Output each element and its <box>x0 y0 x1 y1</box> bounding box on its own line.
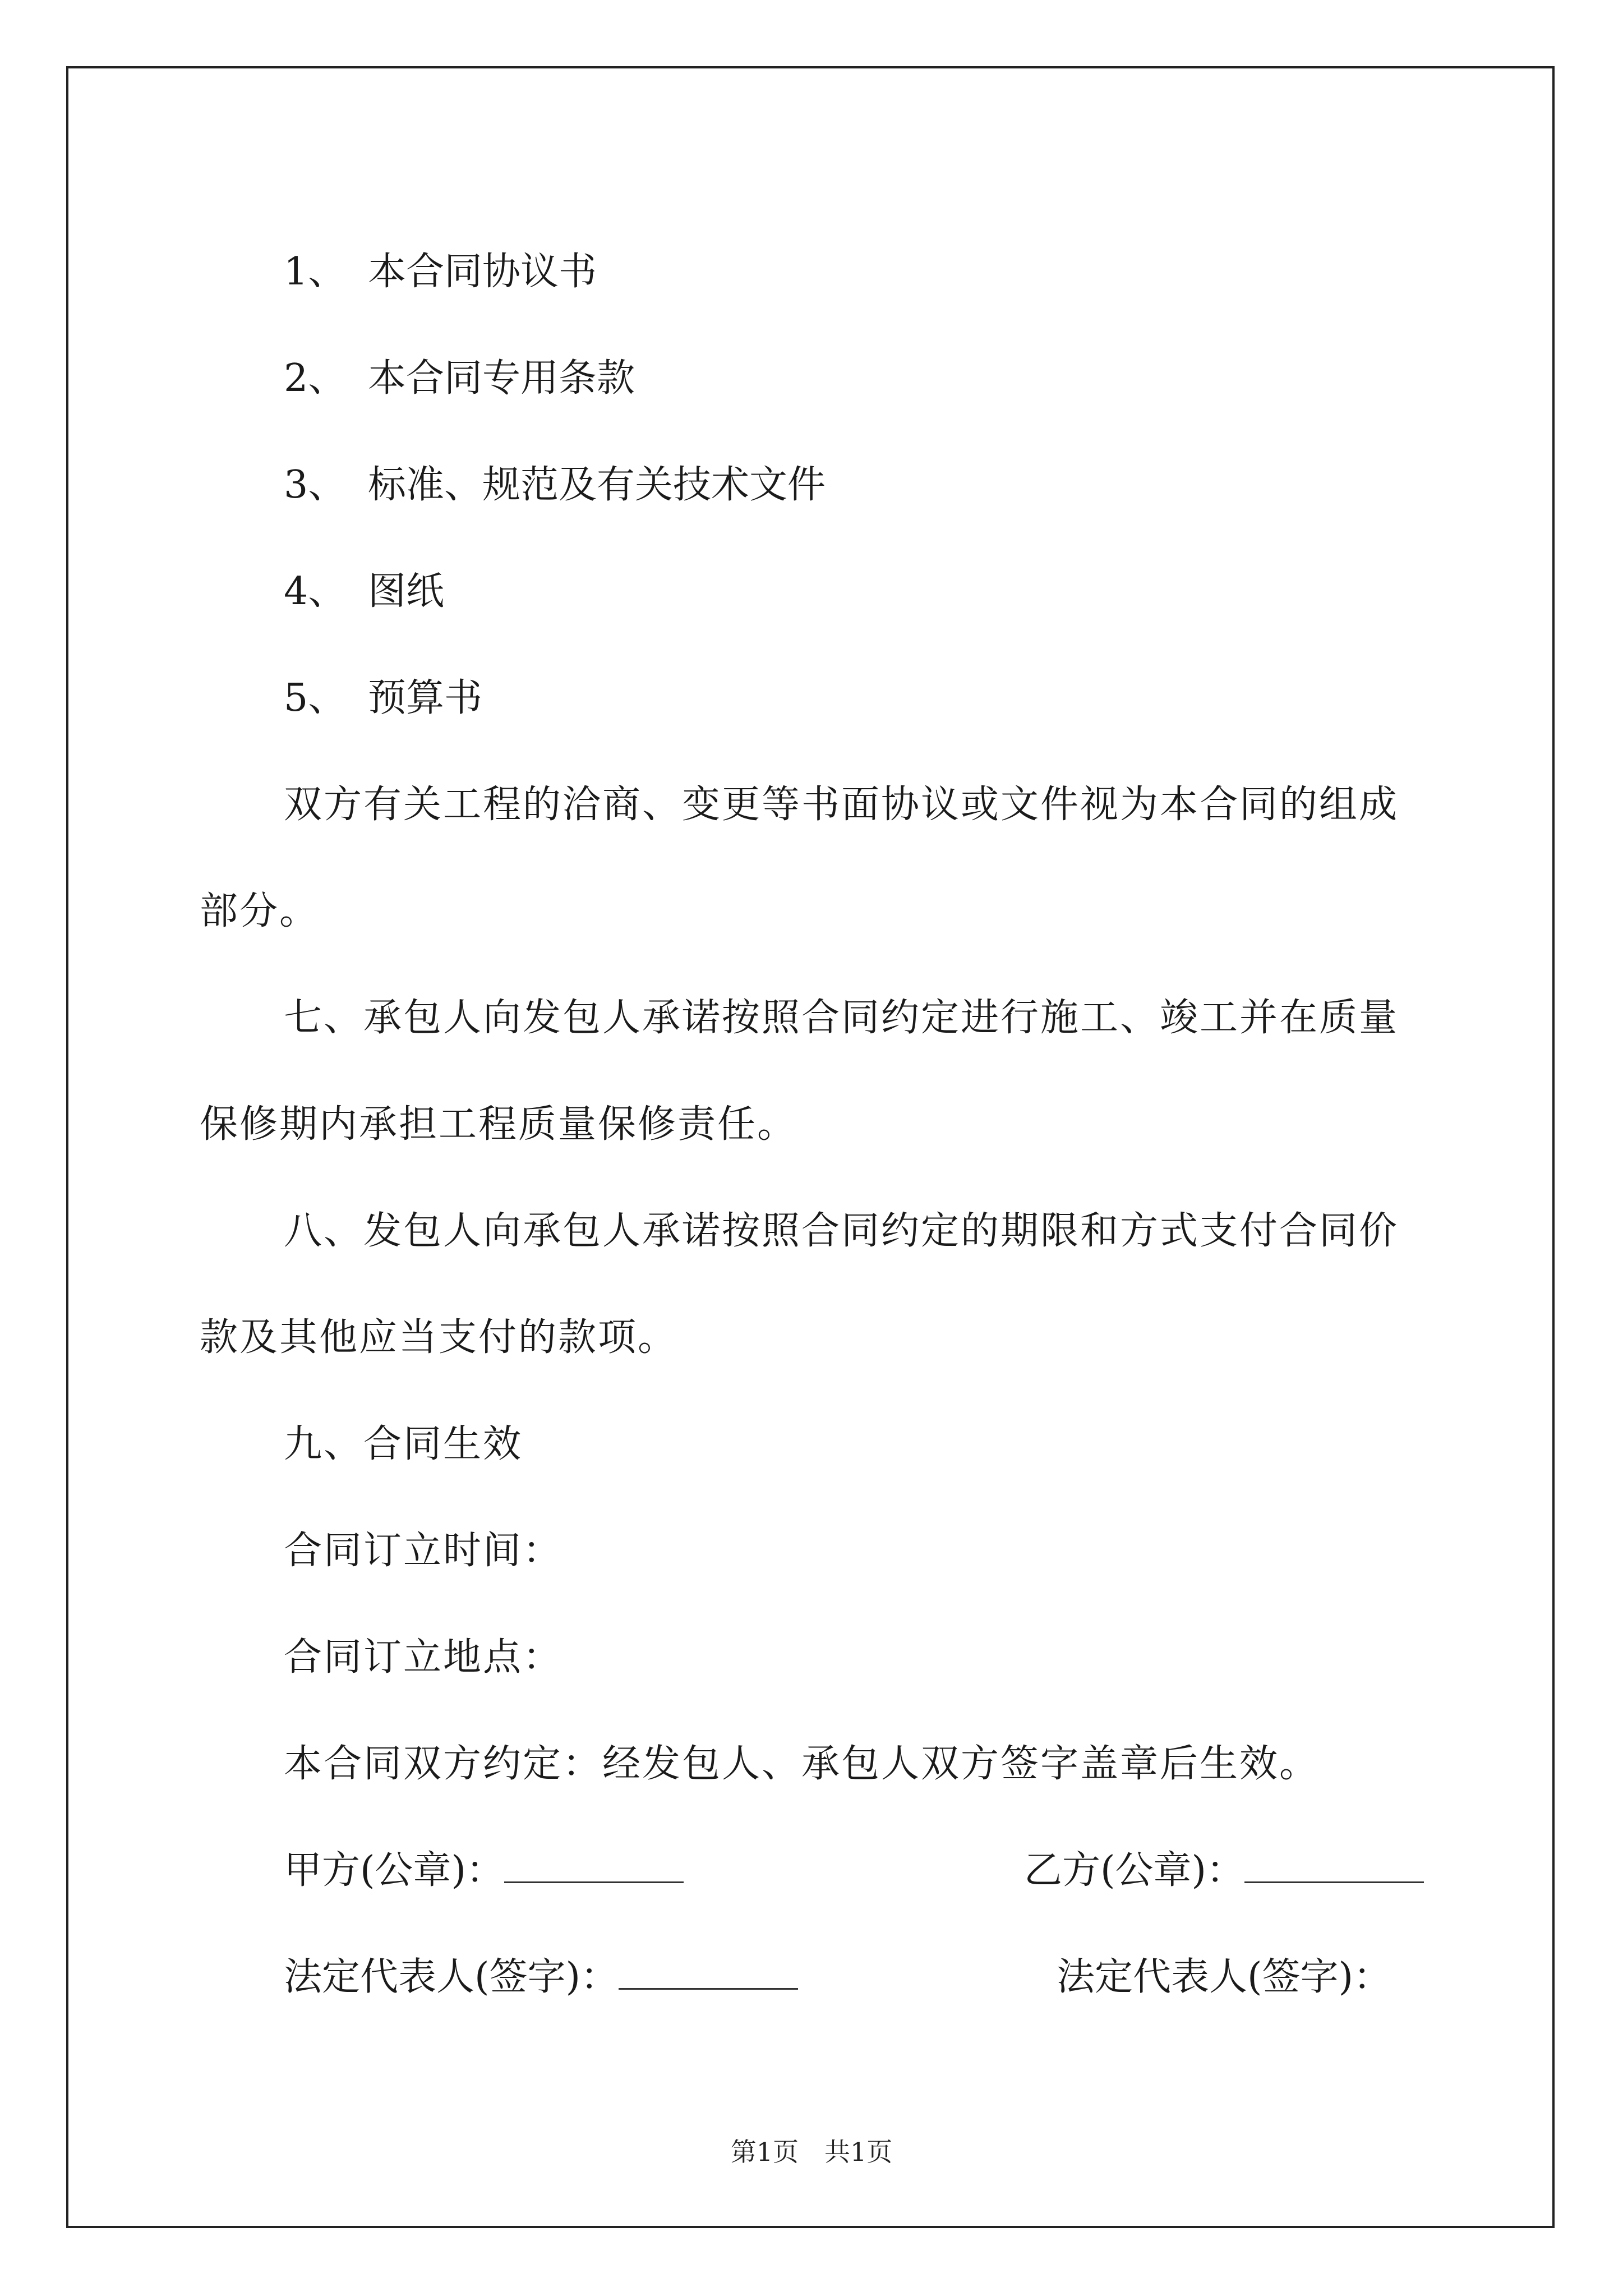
document-body <box>200 219 1433 2031</box>
seal-row <box>200 1818 1433 1924</box>
legal-rep-a-blank <box>619 1962 798 1990</box>
list-item <box>200 645 1433 752</box>
party-a-seal-blank <box>504 1856 684 1883</box>
list-text: 本合同专用条款 <box>368 356 635 401</box>
list-item <box>200 539 1433 645</box>
list-text: 本合同协议书 <box>368 250 597 294</box>
page-footer: 第1页 共1页 <box>730 2137 893 2167</box>
party-b-seal-group <box>1024 1818 1424 1924</box>
paragraph-employer-promise: 八、发包人向承包人承诺按照合同约定的期限和方式支付合同价款及其他应当支付的款项。 <box>200 1209 1399 1360</box>
paragraph-components: 双方有关工程的洽商、变更等书面协议或文件视为本合同的组成部分。 <box>200 783 1399 933</box>
legal-rep-b-label: 法定代表人(签字)： <box>1057 1955 1392 1999</box>
legal-rep-row <box>200 1924 1433 2031</box>
paragraph-contractor-promise: 七、承包人向发包人承诺按照合同约定进行施工、竣工并在质量保修期内承担工程质量保修责任。 <box>200 996 1399 1147</box>
list-number: 5、 <box>284 676 347 720</box>
list-item <box>200 432 1433 539</box>
list-text: 图纸 <box>368 569 445 614</box>
effectiveness-clause: 本合同双方约定：经发包人、承包人双方签字盖章后生效。 <box>284 1742 1320 1786</box>
list-number: 3、 <box>284 463 347 507</box>
contract-signing-place: 合同订立地点： <box>284 1635 563 1680</box>
party-b-seal-blank <box>1244 1856 1424 1883</box>
section-heading-effectiveness: 九、合同生效 <box>284 1422 523 1466</box>
list-number: 2、 <box>284 356 347 401</box>
list-text: 标准、规范及有关技术文件 <box>368 463 826 507</box>
contract-signing-time: 合同订立时间： <box>284 1529 563 1573</box>
legal-rep-a-label: 法定代表人(签字)： <box>284 1955 619 1999</box>
list-number: 4、 <box>284 569 347 614</box>
list-number: 1、 <box>284 250 347 294</box>
party-b-seal-label: 乙方(公章)： <box>1024 1848 1245 1893</box>
list-item <box>200 219 1433 325</box>
list-item <box>200 325 1433 432</box>
party-a-seal-label: 甲方(公章)： <box>284 1848 505 1893</box>
list-text: 预算书 <box>368 676 483 720</box>
